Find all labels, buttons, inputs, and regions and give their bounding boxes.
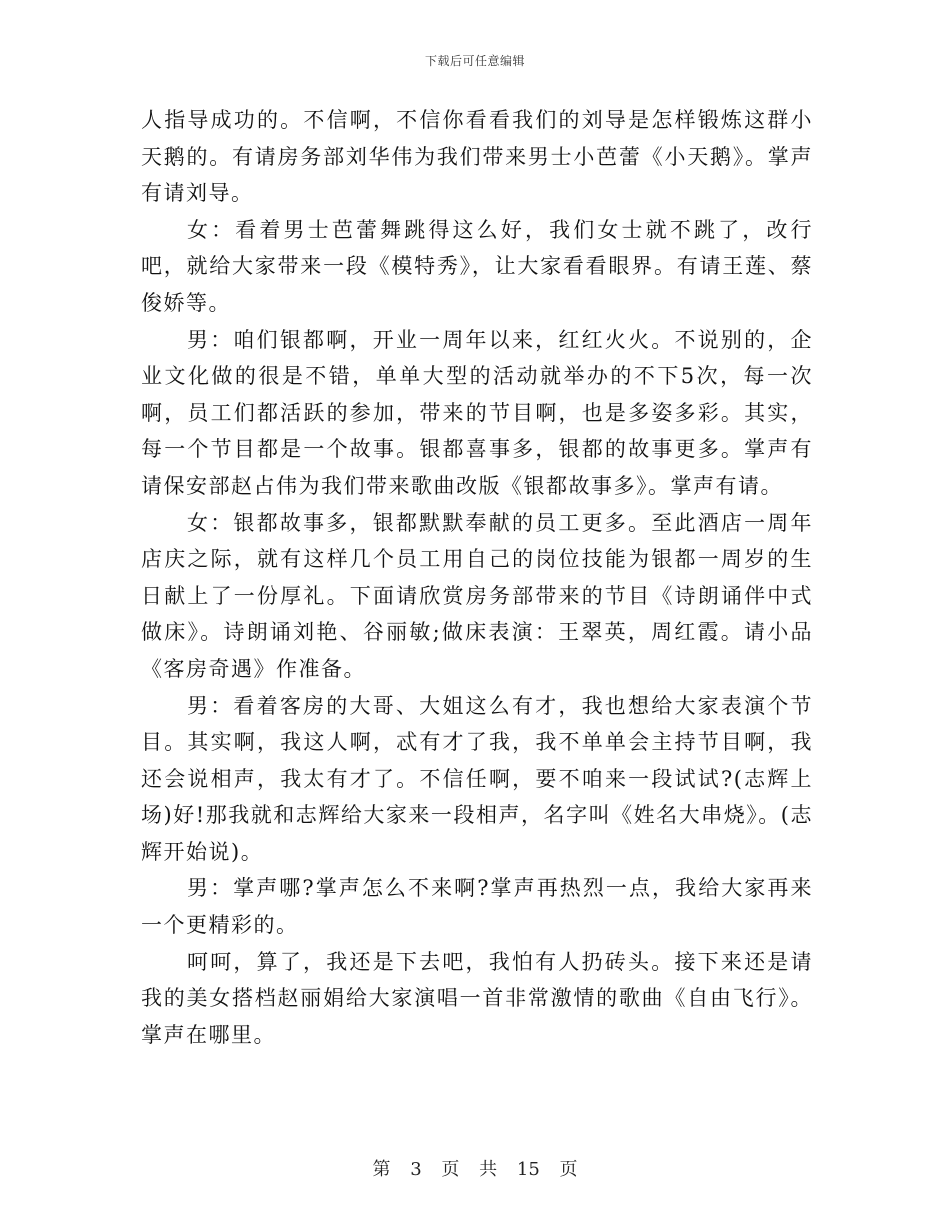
paragraph: 女：看着男士芭蕾舞跳得这么好，我们女士就不跳了，改行吧，就给大家带来一段《模特秀》，让大家看看眼界。有请王莲、蔡俊娇等。 [141,217,813,315]
page-footer [0,1155,950,1181]
paragraph: 人指导成功的。不信啊，不信你看看我们的刘导是怎样锻炼这群小天鹅的。有请房务部刘华伟为我们带来男士小芭蕾《小天鹅》。掌声有请刘导。 [141,108,813,206]
document-body [141,102,813,1053]
footer-total-word: 共 [479,1159,498,1180]
paragraph: 男：看着客房的大哥、大姐这么有才，我也想给大家表演个节目。其实啊，我这人啊，忒有才了我，我不单单会主持节目啊，我还会说相声，我太有才了。不信任啊，要不咱来一段试试?(志辉上场)好!那我就和志辉给大家来一段相声，名字叫《姓名大串烧》。(志辉开始说)。 [141,693,813,864]
paragraph: 呵呵，算了，我还是下去吧，我怕有人扔砖头。接下来还是请我的美女搭档赵丽娟给大家演唱一首非常激情的歌曲《自由飞行》。掌声在哪里。 [141,949,813,1047]
footer-suffix: 页 [559,1159,578,1180]
footer-prefix: 第 [372,1159,391,1180]
paragraph: 男：咱们银都啊，开业一周年以来，红红火火。不说别的，企业文化做的很是不错，单单大型的活动就举办的不下5次，每一次啊，员工们都活跃的参加，带来的节目啊，也是多姿多彩。其实，每一个节目都是一个故事。银都喜事多，银都的故事更多。掌声有请保安部赵占伟为我们带来歌曲改版《银都故事多》。掌声有请。 [141,327,813,498]
total-pages-number: 15 [516,1159,540,1180]
footer-page-unit: 页 [441,1159,460,1180]
paragraph: 女：银都故事多，银都默默奉献的员工更多。至此酒店一周年店庆之际，就有这样几个员工用自己的岗位技能为银都一周岁的生日献上了一份厚礼。下面请欣赏房务部带来的节目《诗朗诵伴中式做床》。诗朗诵刘艳、谷丽敏;做床表演：王翠英，周红霞。请小品《客房奇遇》作准备。 [141,510,813,681]
page-header: 下载后可任意编辑 [424,54,525,68]
paragraph: 男：掌声哪?掌声怎么不来啊?掌声再热烈一点，我给大家再来一个更精彩的。 [141,876,813,938]
current-page-number: 3 [410,1159,422,1180]
